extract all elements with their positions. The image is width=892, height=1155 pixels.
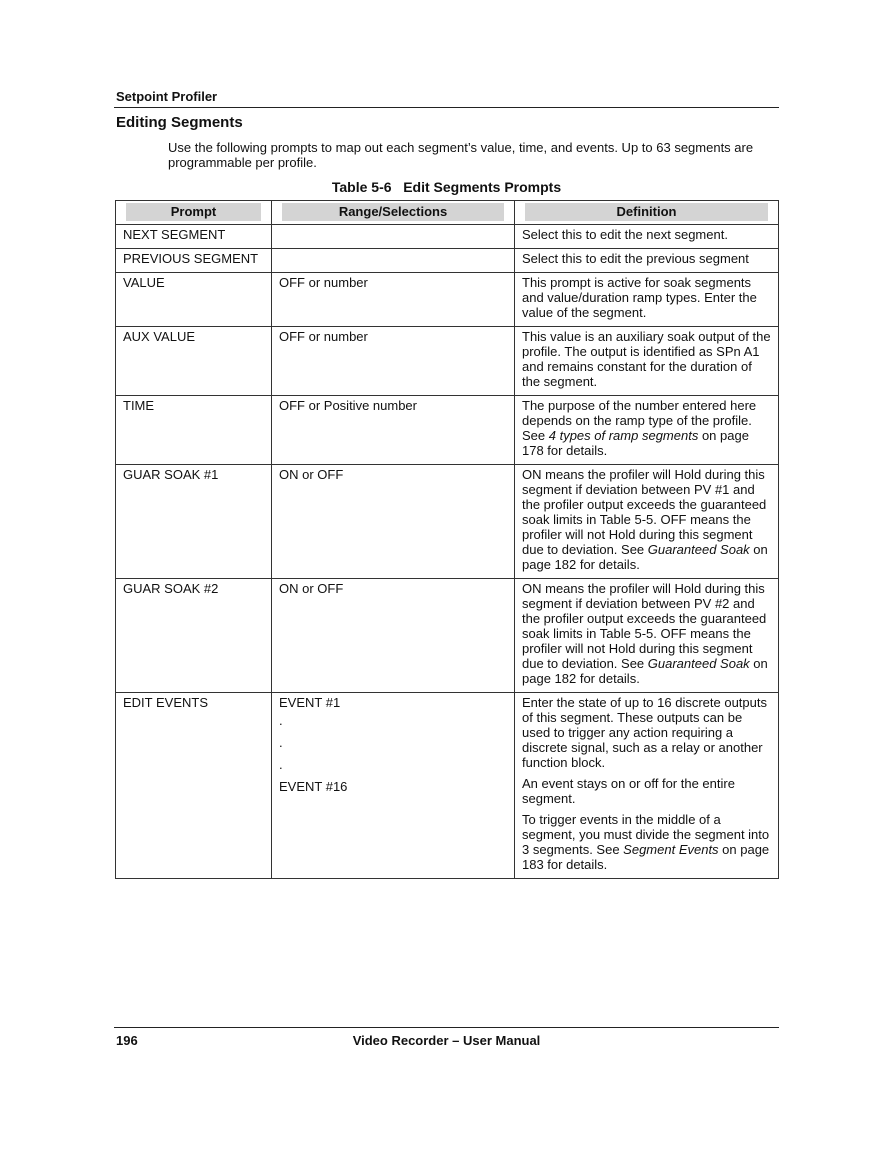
cross-reference: Segment Events: [623, 842, 719, 857]
range-cell: OFF or Positive number: [272, 396, 515, 465]
cross-reference: 4 types of ramp segments: [548, 428, 699, 443]
definition-cell: [515, 465, 779, 579]
definition-paragraph: An event stays on or off for the entire segment.: [522, 776, 735, 806]
section-title: Editing Segments: [116, 114, 243, 131]
running-header: Setpoint Profiler: [116, 89, 218, 104]
range-cell: ON or OFF: [272, 465, 515, 579]
event-ellipsis-dot: .: [279, 735, 283, 750]
range-cell: ON or OFF: [272, 579, 515, 693]
table-row: [116, 396, 779, 465]
definition-cell: Select this to edit the next segment.: [515, 225, 779, 249]
prompt-cell: GUAR SOAK #1: [116, 465, 272, 579]
definition-text: ON means the profiler will Hold during this segment if deviation between PV #2 and the profiler output exceeds the guaranteed soak limits in Table 5-5. OFF means the profiler will not Hold during this segment due to deviation. See: [522, 581, 767, 671]
definition-text: on page 182 for details.: [522, 542, 768, 572]
prompt-cell: NEXT SEGMENT: [116, 225, 272, 249]
range-cell: [272, 249, 515, 273]
prompt-cell: PREVIOUS SEGMENT: [116, 249, 272, 273]
definition-paragraph: Enter the state of up to 16 discrete outputs of this segment. These outputs can be used to trigger any action requiring a discrete signal, such as a relay or another function block.: [522, 695, 767, 770]
definition-text: The purpose of the number entered here depends on the ramp type of the profile. See: [522, 398, 757, 443]
prompt-cell: VALUE: [116, 273, 272, 327]
event-first: EVENT #1: [279, 695, 341, 710]
definition-cell: [515, 396, 779, 465]
table-row: [116, 225, 779, 249]
definition-cell: [515, 579, 779, 693]
edit-segments-table: [115, 200, 779, 879]
cross-reference: Guaranteed Soak: [647, 656, 750, 671]
event-ellipsis-dot: .: [279, 713, 283, 728]
definition-text: ON means the profiler will Hold during this segment if deviation between PV #1 and the profiler output exceeds the guaranteed soak limits in Table 5-5. OFF means the profiler will not Hold during this segment due to deviation. See: [522, 467, 767, 557]
table-header-row: [116, 201, 779, 225]
range-cell: OFF or number: [272, 273, 515, 327]
table-row: [116, 327, 779, 396]
definition-cell: This value is an auxiliary soak output of the profile. The output is identified as SPn A1 and remains constant for the duration of the segment.: [515, 327, 779, 396]
range-cell: [272, 693, 515, 879]
table-row: [116, 465, 779, 579]
table-row: [116, 693, 779, 879]
definition-text: on page 183 for details.: [522, 842, 770, 872]
prompt-cell: AUX VALUE: [116, 327, 272, 396]
intro-paragraph: Use the following prompts to map out each segment’s value, time, and events. Up to 63 segments are programmable per profile.: [168, 140, 754, 170]
header-rule: [114, 107, 779, 108]
column-header-prompt: Prompt: [116, 201, 272, 225]
range-cell: OFF or number: [272, 327, 515, 396]
column-header-definition: Definition: [515, 201, 779, 225]
page-number: 196: [116, 1033, 138, 1048]
table-row: [116, 249, 779, 273]
column-header-range: Range/Selections: [272, 201, 515, 225]
range-cell: [272, 225, 515, 249]
definition-text: on page 182 for details.: [522, 656, 768, 686]
definition-cell: This prompt is active for soak segments and value/duration ramp types. Enter the value of the segment.: [515, 273, 779, 327]
table-row: [116, 273, 779, 327]
table-row: [116, 579, 779, 693]
event-list: [279, 695, 507, 798]
prompt-cell: TIME: [116, 396, 272, 465]
prompt-cell: EDIT EVENTS: [116, 693, 272, 879]
footer-manual-title: Video Recorder – User Manual: [352, 1033, 541, 1048]
prompt-cell: GUAR SOAK #2: [116, 579, 272, 693]
cross-reference: Guaranteed Soak: [647, 542, 750, 557]
event-ellipsis-dot: .: [279, 757, 283, 772]
table-caption: Table 5-6 Edit Segments Prompts: [331, 179, 562, 195]
definition-cell: [515, 693, 779, 879]
footer-rule: [114, 1027, 779, 1028]
definition-text: To trigger events in the middle of a segment, you must divide the segment into 3 segments. See: [522, 812, 770, 857]
event-last: EVENT #16: [279, 779, 348, 794]
definition-text: on page 178 for details.: [522, 428, 749, 458]
definition-paragraph: [522, 812, 771, 872]
definition-cell: Select this to edit the previous segment: [515, 249, 779, 273]
